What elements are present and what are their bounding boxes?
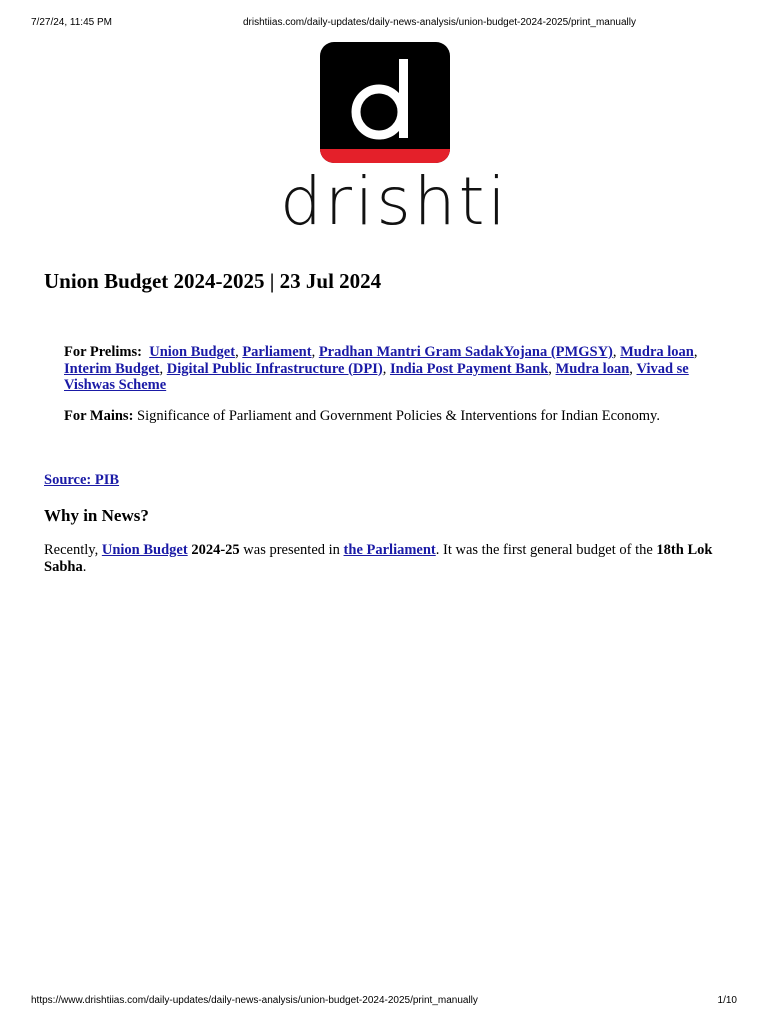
link-pmgsy[interactable]: Pradhan Mantri Gram SadakYojana (PMGSY) [318,344,613,360]
link-parliament[interactable]: Parliament [242,344,312,360]
source-link[interactable]: Source: PIB [44,472,120,488]
mains-line [64,408,712,425]
print-footer-url: https://www.drishtiias.com/daily-updates/daily-news-analysis/union-budget-2024-2025/print_manually [31,995,478,1006]
link-mudra-loan[interactable]: Mudra loan [620,344,694,360]
print-footer [0,995,768,1009]
why-in-news-heading: Why in News? [44,506,149,525]
news-text: . [82,559,87,575]
drishti-wordmark: drishti [280,163,509,240]
news-text: . It was the first general budget of the [435,542,657,558]
news-paragraph [44,542,724,576]
link-vivad-se-vishwas[interactable]: Vivad se Vishwas Scheme [64,360,689,393]
prelims-line: For Prelims: Union Budget, Parliament, Pradhan Mantri Gram SadakYojana (PMGSY), Mudra loan, Interim Budget, Digital Public Infrastructure (DPI), India Post Payment Bank, Mudra loan, Vivad se Vishwas Scheme [64,344,698,393]
drishti-logo[interactable] [280,42,509,240]
mains-text: Significance of Parliament and Government Policies & Interventions for Indian Economy. [137,407,660,424]
link-mudra-loan-2[interactable]: Mudra loan [555,360,630,377]
link-dpi[interactable]: Digital Public Infrastructure (DPI) [166,360,383,377]
news-text: Recently, [44,542,102,558]
source-line [44,472,119,489]
page-title: Union Budget 2024-2025 | 23 Jul 2024 [44,269,382,293]
news-bold-year: 2024-25 [191,542,240,558]
print-header-url: drishtiias.com/daily-updates/daily-news-analysis/union-budget-2024-2025/print_manually [243,17,636,28]
print-datetime: 7/27/24, 11:45 PM [31,17,112,28]
link-india-post-payment-bank[interactable]: India Post Payment Bank [389,360,549,377]
link-union-budget[interactable]: Union Budget [149,344,236,360]
link-the-parliament[interactable]: the Parliament [343,542,436,558]
news-text: was presented in [239,542,344,558]
mains-label: For Mains: [64,407,134,424]
prelims-label: For Prelims: [64,344,142,360]
link-union-budget-news[interactable]: Union Budget [101,542,188,558]
link-interim-budget[interactable]: Interim Budget [64,360,160,377]
prelims-mains-box [64,344,712,424]
drishti-d-icon [280,42,490,166]
news-bold-lok-sabha: 18th Lok Sabha [44,542,713,575]
page-number: 1/10 [717,995,737,1006]
print-header [0,17,768,31]
